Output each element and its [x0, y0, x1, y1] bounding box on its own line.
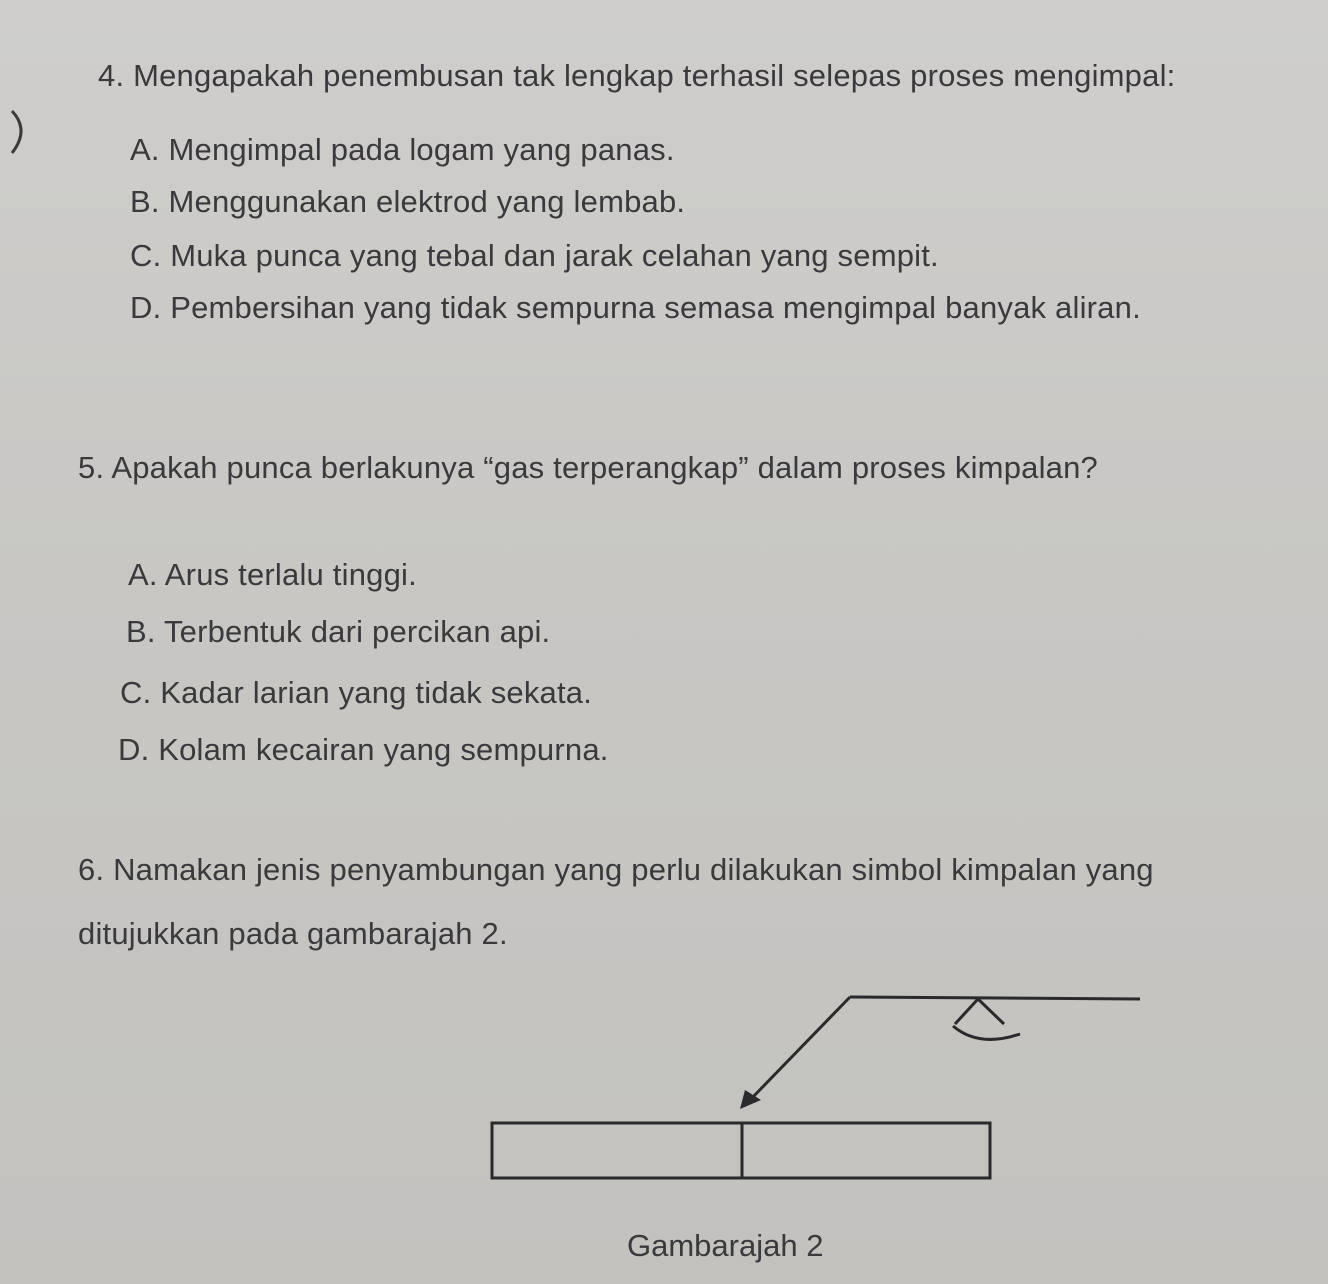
plate-left: [492, 1123, 742, 1178]
plate-right: [742, 1123, 990, 1178]
question-4-stem: 4. Mengapakah penembusan tak lengkap terhasil selepas proses mengimpal:: [98, 58, 1176, 93]
figure-caption: Gambarajah 2: [627, 1228, 824, 1263]
question-5-option-b: B. Terbentuk dari percikan api.: [126, 614, 551, 649]
question-6-stem-line-2: ditujukkan pada gambarajah 2.: [78, 916, 508, 951]
question-5-option-a: A. Arus terlalu tinggi.: [128, 557, 417, 592]
question-5-option-c: C. Kadar larian yang tidak sekata.: [120, 675, 593, 710]
question-4-option-a: A. Mengimpal pada logam yang panas.: [130, 132, 675, 167]
arrow-leader-line: [750, 997, 850, 1100]
question-4-option-d: D. Pembersihan yang tidak sempurna semasa mengimpal banyak aliran.: [130, 290, 1141, 325]
fillet-weld-symbol-icon: [953, 999, 1020, 1039]
reference-line: [850, 997, 1140, 999]
question-6-stem-line-1: 6. Namakan jenis penyambungan yang perlu dilakukan simbol kimpalan yang: [78, 852, 1154, 887]
question-4-option-c: C. Muka punca yang tebal dan jarak celahan yang sempit.: [130, 238, 939, 273]
question-5-stem: 5. Apakah punca berlakunya “gas terperangkap” dalam proses kimpalan?: [78, 450, 1098, 485]
question-4-option-b: B. Menggunakan elektrod yang lembab.: [130, 184, 686, 219]
question-5-option-d: D. Kolam kecairan yang sempurna.: [118, 732, 609, 767]
